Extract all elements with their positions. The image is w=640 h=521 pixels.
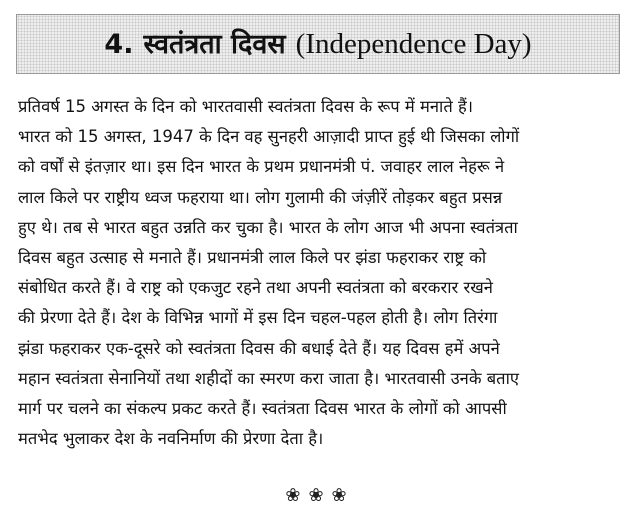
essay-body: [18, 92, 628, 454]
body-line-5: हुए थे। तब से भारत बहुत उन्नति कर चुका है। भारत के लोग आज भी अपना स्वतंत्रता: [18, 217, 518, 237]
title-banner: [16, 14, 620, 74]
body-line-2: भारत को 15 अगस्त, 1947 के दिन वह सुनहरी आज़ादी प्राप्त हुई थी जिसका लोगों: [18, 127, 520, 147]
body-line-11: मार्ग पर चलने का संकल्प प्रकट करते हैं। स्वतंत्रता दिवस भारत के लोगों को आपसी: [18, 398, 507, 418]
flower-ornament-icon: ❀: [308, 485, 332, 506]
body-line-7: संबोधित करते हैं। वे राष्ट्र को एकजुट रहने तथा अपनी स्वतंत्रता को बरकरार रखने: [18, 278, 493, 298]
body-line-3: को वर्षों से इंतज़ार था। इस दिन भारत के प्रथम प्रधानमंत्री पं. जवाहर लाल नेहरू ने: [18, 157, 505, 177]
body-line-4: लाल किले पर राष्ट्रीय ध्वज फहराया था। लोग गुलामी की जंज़ीरें तोड़कर बहुत प्रसन्न: [18, 187, 503, 207]
body-line-6: दिवस बहुत उत्साह से मनाते हैं। प्रधानमंत्री लाल किले पर झंडा फहराकर राष्ट्र को: [18, 247, 487, 267]
body-line-8: की प्रेरणा देते हैं। देश के विभिन्न भागों में इस दिन चहल-पहल होती है। लोग तिरंगा: [18, 308, 498, 328]
body-line-9: झंडा फहराकर एक-दूसरे को स्वतंत्रता दिवस की बधाई देते हैं। यह दिवस हमें अपने: [18, 338, 500, 358]
body-line-12: मतभेद भुलाकर देश के नवनिर्माण की प्रेरणा देता है।: [18, 429, 324, 449]
flower-ornament-icon: ❀: [285, 485, 309, 506]
title-english: (Independence Day): [295, 27, 532, 60]
flower-ornament-icon: ❀: [331, 485, 355, 506]
title-number: 4.: [104, 28, 134, 60]
ornament-row: [0, 484, 640, 508]
page-title: [104, 27, 532, 60]
body-line-1: प्रतिवर्ष 15 अगस्त के दिन को भारतवासी स्वतंत्रता दिवस के रूप में मनाते हैं।: [18, 97, 473, 116]
title-hindi: स्वतंत्रता दिवस: [143, 28, 286, 60]
body-line-10: महान स्वतंत्रता सेनानियों तथा शहीदों का स्मरण करा जाता है। भारतवासी उनके बताए: [18, 368, 519, 388]
